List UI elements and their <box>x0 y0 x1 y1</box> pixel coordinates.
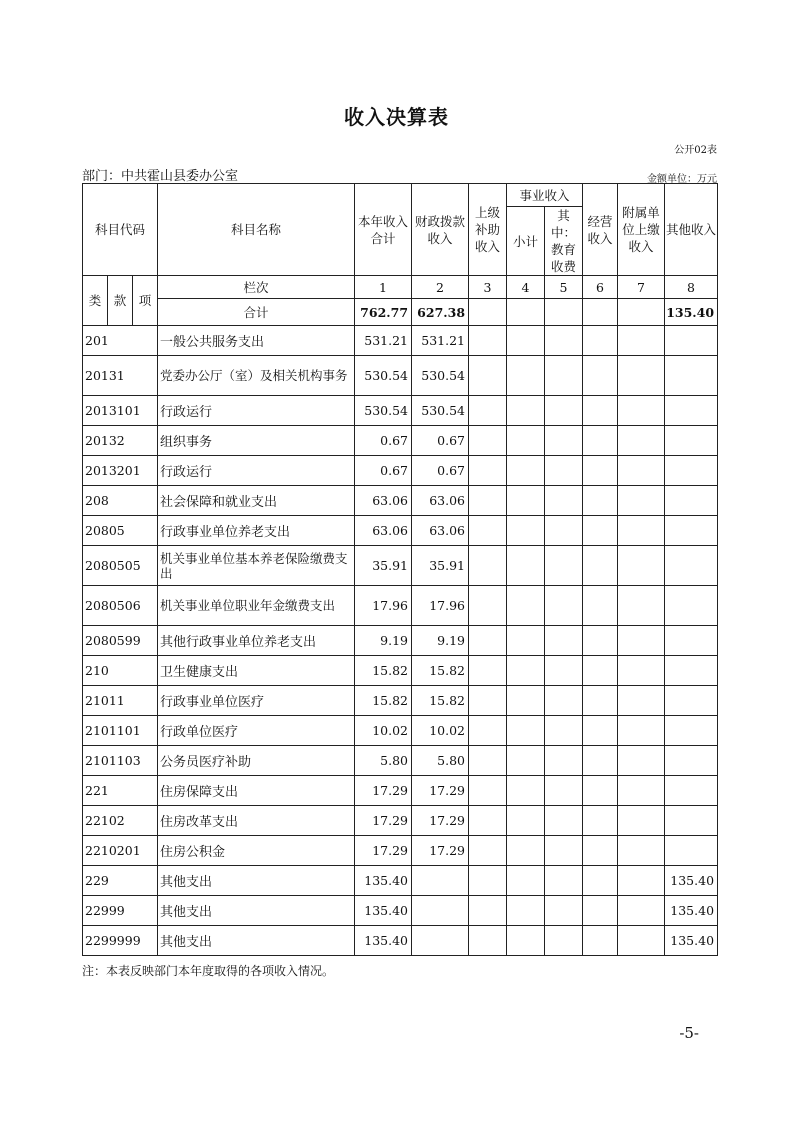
row-other-income <box>665 586 718 626</box>
row-code: 221 <box>83 776 158 806</box>
row-operating <box>583 456 618 486</box>
row-education <box>545 516 583 546</box>
row-other-income <box>665 396 718 426</box>
lanci-label: 栏次 <box>158 276 355 299</box>
row-operating <box>583 656 618 686</box>
row-other-income <box>665 836 718 866</box>
row-education <box>545 716 583 746</box>
row-code: 20805 <box>83 516 158 546</box>
department-label: 部门：中共霍山县委办公室 <box>82 169 239 184</box>
total-subtotal-cell <box>507 299 545 326</box>
row-name: 行政运行 <box>158 456 355 486</box>
row-affiliated <box>618 326 665 356</box>
row-code: 2101101 <box>83 716 158 746</box>
business-income-header: 事业收入 <box>507 184 583 207</box>
row-affiliated <box>618 896 665 926</box>
col-num-5: 5 <box>545 276 583 299</box>
total-operating-cell <box>583 299 618 326</box>
table-row <box>83 456 718 486</box>
row-education <box>545 746 583 776</box>
table-row <box>83 626 718 656</box>
row-total-income: 15.82 <box>355 656 412 686</box>
row-total-income: 17.29 <box>355 836 412 866</box>
table-row <box>83 546 718 586</box>
row-subtotal <box>507 456 545 486</box>
row-code: 21011 <box>83 686 158 716</box>
row-education <box>545 546 583 586</box>
row-code: 208 <box>83 486 158 516</box>
table-row <box>83 426 718 456</box>
row-total-income: 135.40 <box>355 866 412 896</box>
row-affiliated <box>618 426 665 456</box>
row-code: 2101103 <box>83 746 158 776</box>
row-subtotal <box>507 926 545 956</box>
row-name: 行政单位医疗 <box>158 716 355 746</box>
table-row <box>83 356 718 396</box>
row-other-income <box>665 546 718 586</box>
row-superior <box>469 326 507 356</box>
row-education <box>545 806 583 836</box>
row-total-income: 0.67 <box>355 456 412 486</box>
row-fiscal: 5.80 <box>412 746 469 776</box>
table-row <box>83 586 718 626</box>
row-education <box>545 486 583 516</box>
row-total-income: 531.21 <box>355 326 412 356</box>
row-fiscal: 9.19 <box>412 626 469 656</box>
row-total-income: 63.06 <box>355 486 412 516</box>
row-total-income: 0.67 <box>355 426 412 456</box>
row-operating <box>583 396 618 426</box>
row-fiscal: 0.67 <box>412 426 469 456</box>
row-name: 其他支出 <box>158 926 355 956</box>
table-note: 注：本表反映部门本年度取得的各项收入情况。 <box>82 964 335 978</box>
affiliated-income-header: 附属单位上缴收入 <box>618 184 665 276</box>
row-other-income <box>665 626 718 656</box>
row-superior <box>469 836 507 866</box>
row-other-income <box>665 746 718 776</box>
row-other-income <box>665 516 718 546</box>
row-other-income <box>665 356 718 396</box>
row-affiliated <box>618 656 665 686</box>
row-other-income <box>665 806 718 836</box>
row-education <box>545 426 583 456</box>
row-total-income: 530.54 <box>355 396 412 426</box>
amount-unit-label: 金额单位：万元 <box>647 174 717 185</box>
col-num-8: 8 <box>665 276 718 299</box>
row-fiscal: 17.29 <box>412 836 469 866</box>
total-income-value: 762.77 <box>355 299 412 326</box>
total-education-cell <box>545 299 583 326</box>
row-education <box>545 926 583 956</box>
row-fiscal: 530.54 <box>412 356 469 396</box>
table-row <box>83 896 718 926</box>
row-name: 其他支出 <box>158 896 355 926</box>
total-superior-cell <box>469 299 507 326</box>
row-total-income: 17.29 <box>355 776 412 806</box>
row-fiscal: 0.67 <box>412 456 469 486</box>
row-total-income: 63.06 <box>355 516 412 546</box>
row-education <box>545 326 583 356</box>
row-total-income: 17.29 <box>355 806 412 836</box>
row-name: 机关事业单位基本养老保险缴费支出 <box>158 546 355 586</box>
row-name: 一般公共服务支出 <box>158 326 355 356</box>
row-total-income: 35.91 <box>355 546 412 586</box>
row-code: 22102 <box>83 806 158 836</box>
row-other-income <box>665 656 718 686</box>
row-fiscal: 15.82 <box>412 686 469 716</box>
row-superior <box>469 626 507 656</box>
row-code: 201 <box>83 326 158 356</box>
row-fiscal: 530.54 <box>412 396 469 426</box>
row-affiliated <box>618 626 665 656</box>
row-superior <box>469 586 507 626</box>
row-name: 其他行政事业单位养老支出 <box>158 626 355 656</box>
row-affiliated <box>618 486 665 516</box>
row-education <box>545 776 583 806</box>
total-other-value: 135.40 <box>665 299 718 326</box>
row-subtotal <box>507 396 545 426</box>
row-operating <box>583 356 618 396</box>
row-superior <box>469 546 507 586</box>
row-fiscal <box>412 896 469 926</box>
total-income-header: 本年收入合计 <box>355 184 412 276</box>
row-education <box>545 396 583 426</box>
row-name: 机关事业单位职业年金缴费支出 <box>158 586 355 626</box>
row-education <box>545 656 583 686</box>
total-fiscal-value: 627.38 <box>412 299 469 326</box>
row-code: 20132 <box>83 426 158 456</box>
row-total-income: 9.19 <box>355 626 412 656</box>
row-operating <box>583 806 618 836</box>
table-row <box>83 836 718 866</box>
row-code: 2080505 <box>83 546 158 586</box>
row-other-income <box>665 686 718 716</box>
row-name: 住房保障支出 <box>158 776 355 806</box>
row-subtotal <box>507 686 545 716</box>
col-num-1: 1 <box>355 276 412 299</box>
row-name: 公务员医疗补助 <box>158 746 355 776</box>
row-name: 行政运行 <box>158 396 355 426</box>
row-fiscal: 63.06 <box>412 516 469 546</box>
table-row <box>83 776 718 806</box>
row-operating <box>583 516 618 546</box>
column-number-row <box>83 276 718 299</box>
row-name: 党委办公厅（室）及相关机构事务 <box>158 356 355 396</box>
row-subtotal <box>507 866 545 896</box>
row-name: 行政事业单位医疗 <box>158 686 355 716</box>
row-subtotal <box>507 836 545 866</box>
row-education <box>545 456 583 486</box>
row-fiscal: 10.02 <box>412 716 469 746</box>
row-total-income: 15.82 <box>355 686 412 716</box>
row-fiscal: 531.21 <box>412 326 469 356</box>
xiang-header: 项 <box>133 276 158 326</box>
col-num-4: 4 <box>507 276 545 299</box>
row-education <box>545 586 583 626</box>
row-superior <box>469 426 507 456</box>
row-superior <box>469 866 507 896</box>
table-row <box>83 396 718 426</box>
row-code: 2299999 <box>83 926 158 956</box>
row-code: 2080506 <box>83 586 158 626</box>
code-header: 科目代码 <box>83 184 158 276</box>
name-header: 科目名称 <box>158 184 355 276</box>
row-other-income <box>665 716 718 746</box>
row-other-income <box>665 486 718 516</box>
row-operating <box>583 546 618 586</box>
row-affiliated <box>618 776 665 806</box>
row-affiliated <box>618 396 665 426</box>
row-education <box>545 626 583 656</box>
row-affiliated <box>618 866 665 896</box>
row-education <box>545 356 583 396</box>
header-row-1 <box>83 184 718 207</box>
row-affiliated <box>618 746 665 776</box>
row-affiliated <box>618 356 665 396</box>
row-name: 行政事业单位养老支出 <box>158 516 355 546</box>
row-fiscal <box>412 866 469 896</box>
row-operating <box>583 486 618 516</box>
row-other-income <box>665 326 718 356</box>
row-operating <box>583 896 618 926</box>
row-subtotal <box>507 546 545 586</box>
row-affiliated <box>618 586 665 626</box>
row-operating <box>583 746 618 776</box>
row-other-income <box>665 776 718 806</box>
row-other-income: 135.40 <box>665 866 718 896</box>
col-num-3: 3 <box>469 276 507 299</box>
lei-header: 类 <box>83 276 108 326</box>
table-row <box>83 326 718 356</box>
row-subtotal <box>507 716 545 746</box>
row-superior <box>469 896 507 926</box>
row-fiscal <box>412 926 469 956</box>
row-name: 住房改革支出 <box>158 806 355 836</box>
table-row <box>83 926 718 956</box>
row-operating <box>583 586 618 626</box>
row-code: 210 <box>83 656 158 686</box>
row-operating <box>583 686 618 716</box>
row-operating <box>583 716 618 746</box>
row-operating <box>583 426 618 456</box>
row-subtotal <box>507 776 545 806</box>
row-code: 2013101 <box>83 396 158 426</box>
fiscal-header: 财政拨款收入 <box>412 184 469 276</box>
table-row <box>83 746 718 776</box>
row-affiliated <box>618 716 665 746</box>
row-code: 2210201 <box>83 836 158 866</box>
row-subtotal <box>507 746 545 776</box>
row-superior <box>469 806 507 836</box>
row-operating <box>583 866 618 896</box>
row-total-income: 530.54 <box>355 356 412 396</box>
row-name: 其他支出 <box>158 866 355 896</box>
operating-income-header: 经营收入 <box>583 184 618 276</box>
row-total-income: 135.40 <box>355 896 412 926</box>
col-num-6: 6 <box>583 276 618 299</box>
row-subtotal <box>507 326 545 356</box>
row-subtotal <box>507 586 545 626</box>
row-code: 229 <box>83 866 158 896</box>
row-subtotal <box>507 516 545 546</box>
total-affiliated-cell <box>618 299 665 326</box>
row-other-income <box>665 426 718 456</box>
other-income-header: 其他收入 <box>665 184 718 276</box>
row-operating <box>583 836 618 866</box>
row-operating <box>583 626 618 656</box>
row-education <box>545 866 583 896</box>
row-operating <box>583 776 618 806</box>
row-fiscal: 35.91 <box>412 546 469 586</box>
row-subtotal <box>507 806 545 836</box>
table-row <box>83 486 718 516</box>
row-name: 组织事务 <box>158 426 355 456</box>
row-superior <box>469 396 507 426</box>
row-superior <box>469 746 507 776</box>
row-education <box>545 686 583 716</box>
row-operating <box>583 926 618 956</box>
row-fiscal: 15.82 <box>412 656 469 686</box>
row-other-income <box>665 456 718 486</box>
row-affiliated <box>618 836 665 866</box>
total-row <box>83 299 718 326</box>
row-superior <box>469 456 507 486</box>
row-subtotal <box>507 426 545 456</box>
row-superior <box>469 716 507 746</box>
table-row <box>83 806 718 836</box>
row-subtotal <box>507 656 545 686</box>
row-superior <box>469 516 507 546</box>
row-affiliated <box>618 806 665 836</box>
table-row <box>83 866 718 896</box>
row-fiscal: 17.29 <box>412 806 469 836</box>
row-fiscal: 17.29 <box>412 776 469 806</box>
row-affiliated <box>618 516 665 546</box>
table-row <box>83 516 718 546</box>
row-subtotal <box>507 356 545 396</box>
page-title: 收入决算表 <box>344 105 449 129</box>
total-label: 合计 <box>158 299 355 326</box>
row-operating <box>583 326 618 356</box>
business-subtotal-header: 小计 <box>507 207 545 276</box>
page-number: -5- <box>679 1024 699 1042</box>
row-other-income: 135.40 <box>665 896 718 926</box>
row-fiscal: 17.96 <box>412 586 469 626</box>
row-name: 住房公积金 <box>158 836 355 866</box>
col-num-2: 2 <box>412 276 469 299</box>
row-code: 2080599 <box>83 626 158 656</box>
form-number: 公开02表 <box>674 145 717 156</box>
row-superior <box>469 686 507 716</box>
row-subtotal <box>507 896 545 926</box>
superior-subsidy-header: 上级补助收入 <box>469 184 507 276</box>
kuan-header: 款 <box>108 276 133 326</box>
row-name: 卫生健康支出 <box>158 656 355 686</box>
row-total-income: 5.80 <box>355 746 412 776</box>
education-fee-header: 其中：教育收费 <box>545 207 583 276</box>
table-row <box>83 656 718 686</box>
row-code: 22999 <box>83 896 158 926</box>
row-other-income: 135.40 <box>665 926 718 956</box>
row-education <box>545 896 583 926</box>
table-row <box>83 716 718 746</box>
income-table <box>82 183 718 956</box>
row-affiliated <box>618 686 665 716</box>
row-total-income: 10.02 <box>355 716 412 746</box>
row-superior <box>469 656 507 686</box>
col-num-7: 7 <box>618 276 665 299</box>
row-subtotal <box>507 626 545 656</box>
row-code: 2013201 <box>83 456 158 486</box>
table-row <box>83 686 718 716</box>
row-superior <box>469 776 507 806</box>
row-affiliated <box>618 456 665 486</box>
row-total-income: 17.96 <box>355 586 412 626</box>
row-superior <box>469 926 507 956</box>
row-education <box>545 836 583 866</box>
row-affiliated <box>618 926 665 956</box>
row-fiscal: 63.06 <box>412 486 469 516</box>
row-superior <box>469 356 507 396</box>
row-code: 20131 <box>83 356 158 396</box>
row-superior <box>469 486 507 516</box>
row-affiliated <box>618 546 665 586</box>
row-name: 社会保障和就业支出 <box>158 486 355 516</box>
row-total-income: 135.40 <box>355 926 412 956</box>
row-subtotal <box>507 486 545 516</box>
